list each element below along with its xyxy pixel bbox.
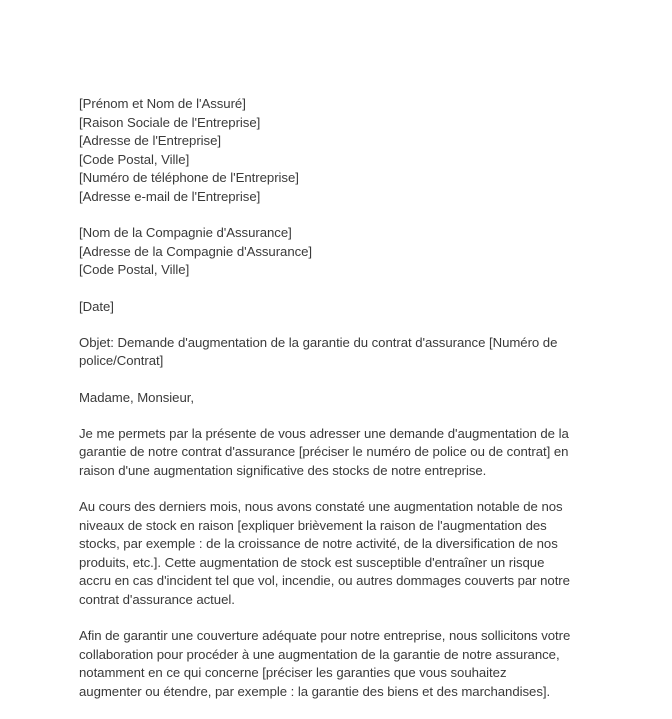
- letter-document: [79, 95, 599, 719]
- letter-subject: [79, 334, 599, 371]
- sender-email: [Adresse e-mail de l'Entreprise]: [79, 188, 261, 204]
- body-paragraph-2: [79, 498, 599, 610]
- subject-line-1: Objet: Demande d'augmentation de la garantie du contrat d'assurance [Numéro de: [79, 334, 558, 350]
- body-paragraph-3: [79, 627, 599, 701]
- paragraph-line: collaboration pour procéder à une augmentation de la garantie de notre assurance,: [79, 646, 560, 662]
- recipient-postal-city: [Code Postal, Ville]: [79, 262, 190, 278]
- paragraph-line: stocks, par exemple : de la croissance de notre activité, de la diversification de nos: [79, 536, 558, 552]
- sender-postal-city: [Code Postal, Ville]: [79, 151, 190, 167]
- sender-address-block: [79, 95, 599, 207]
- sender-address: [Adresse de l'Entreprise]: [79, 133, 222, 149]
- letter-salutation: [79, 389, 599, 408]
- sender-name: [Prénom et Nom de l'Assuré]: [79, 96, 246, 111]
- paragraph-line: Afin de garantir une couverture adéquate pour notre entreprise, nous sollicitons votre: [79, 628, 571, 644]
- subject-line-2: police/Contrat]: [79, 353, 164, 369]
- recipient-name: [Nom de la Compagnie d'Assurance]: [79, 225, 292, 241]
- paragraph-line: contrat d'assurance actuel.: [79, 592, 235, 608]
- paragraph-line: raison d'une augmentation significative des stocks de notre entreprise.: [79, 462, 487, 478]
- paragraph-line: augmenter ou étendre, par exemple : la garantie des biens et des marchandises].: [79, 684, 551, 699]
- letter-date: [79, 298, 599, 317]
- paragraph-line: produits, etc.]. Cette augmentation de stock est susceptible d'entraîner un risque: [79, 554, 545, 570]
- sender-phone: [Numéro de téléphone de l'Entreprise]: [79, 170, 299, 186]
- sender-company: [Raison Sociale de l'Entreprise]: [79, 114, 261, 130]
- paragraph-line: garantie de notre contrat d'assurance [préciser le numéro de police ou de contrat] en: [79, 444, 569, 460]
- recipient-address-block: [79, 224, 599, 280]
- paragraph-line: accru en cas d'incident tel que vol, incendie, ou autres dommages couverts par notre: [79, 573, 570, 589]
- recipient-address: [Adresse de la Compagnie d'Assurance]: [79, 243, 313, 259]
- body-paragraph-1: [79, 425, 599, 481]
- salutation-text: Madame, Monsieur,: [79, 389, 194, 405]
- paragraph-line: niveaux de stock en raison [expliquer brièvement la raison de l'augmentation des: [79, 517, 547, 533]
- paragraph-line: Au cours des derniers mois, nous avons constaté une augmentation notable de nos: [79, 499, 563, 515]
- paragraph-line: Je me permets par la présente de vous adresser une demande d'augmentation de la: [79, 425, 569, 441]
- date-text: [Date]: [79, 298, 114, 314]
- paragraph-line: notamment en ce qui concerne [préciser les garanties que vous souhaitez: [79, 665, 507, 681]
